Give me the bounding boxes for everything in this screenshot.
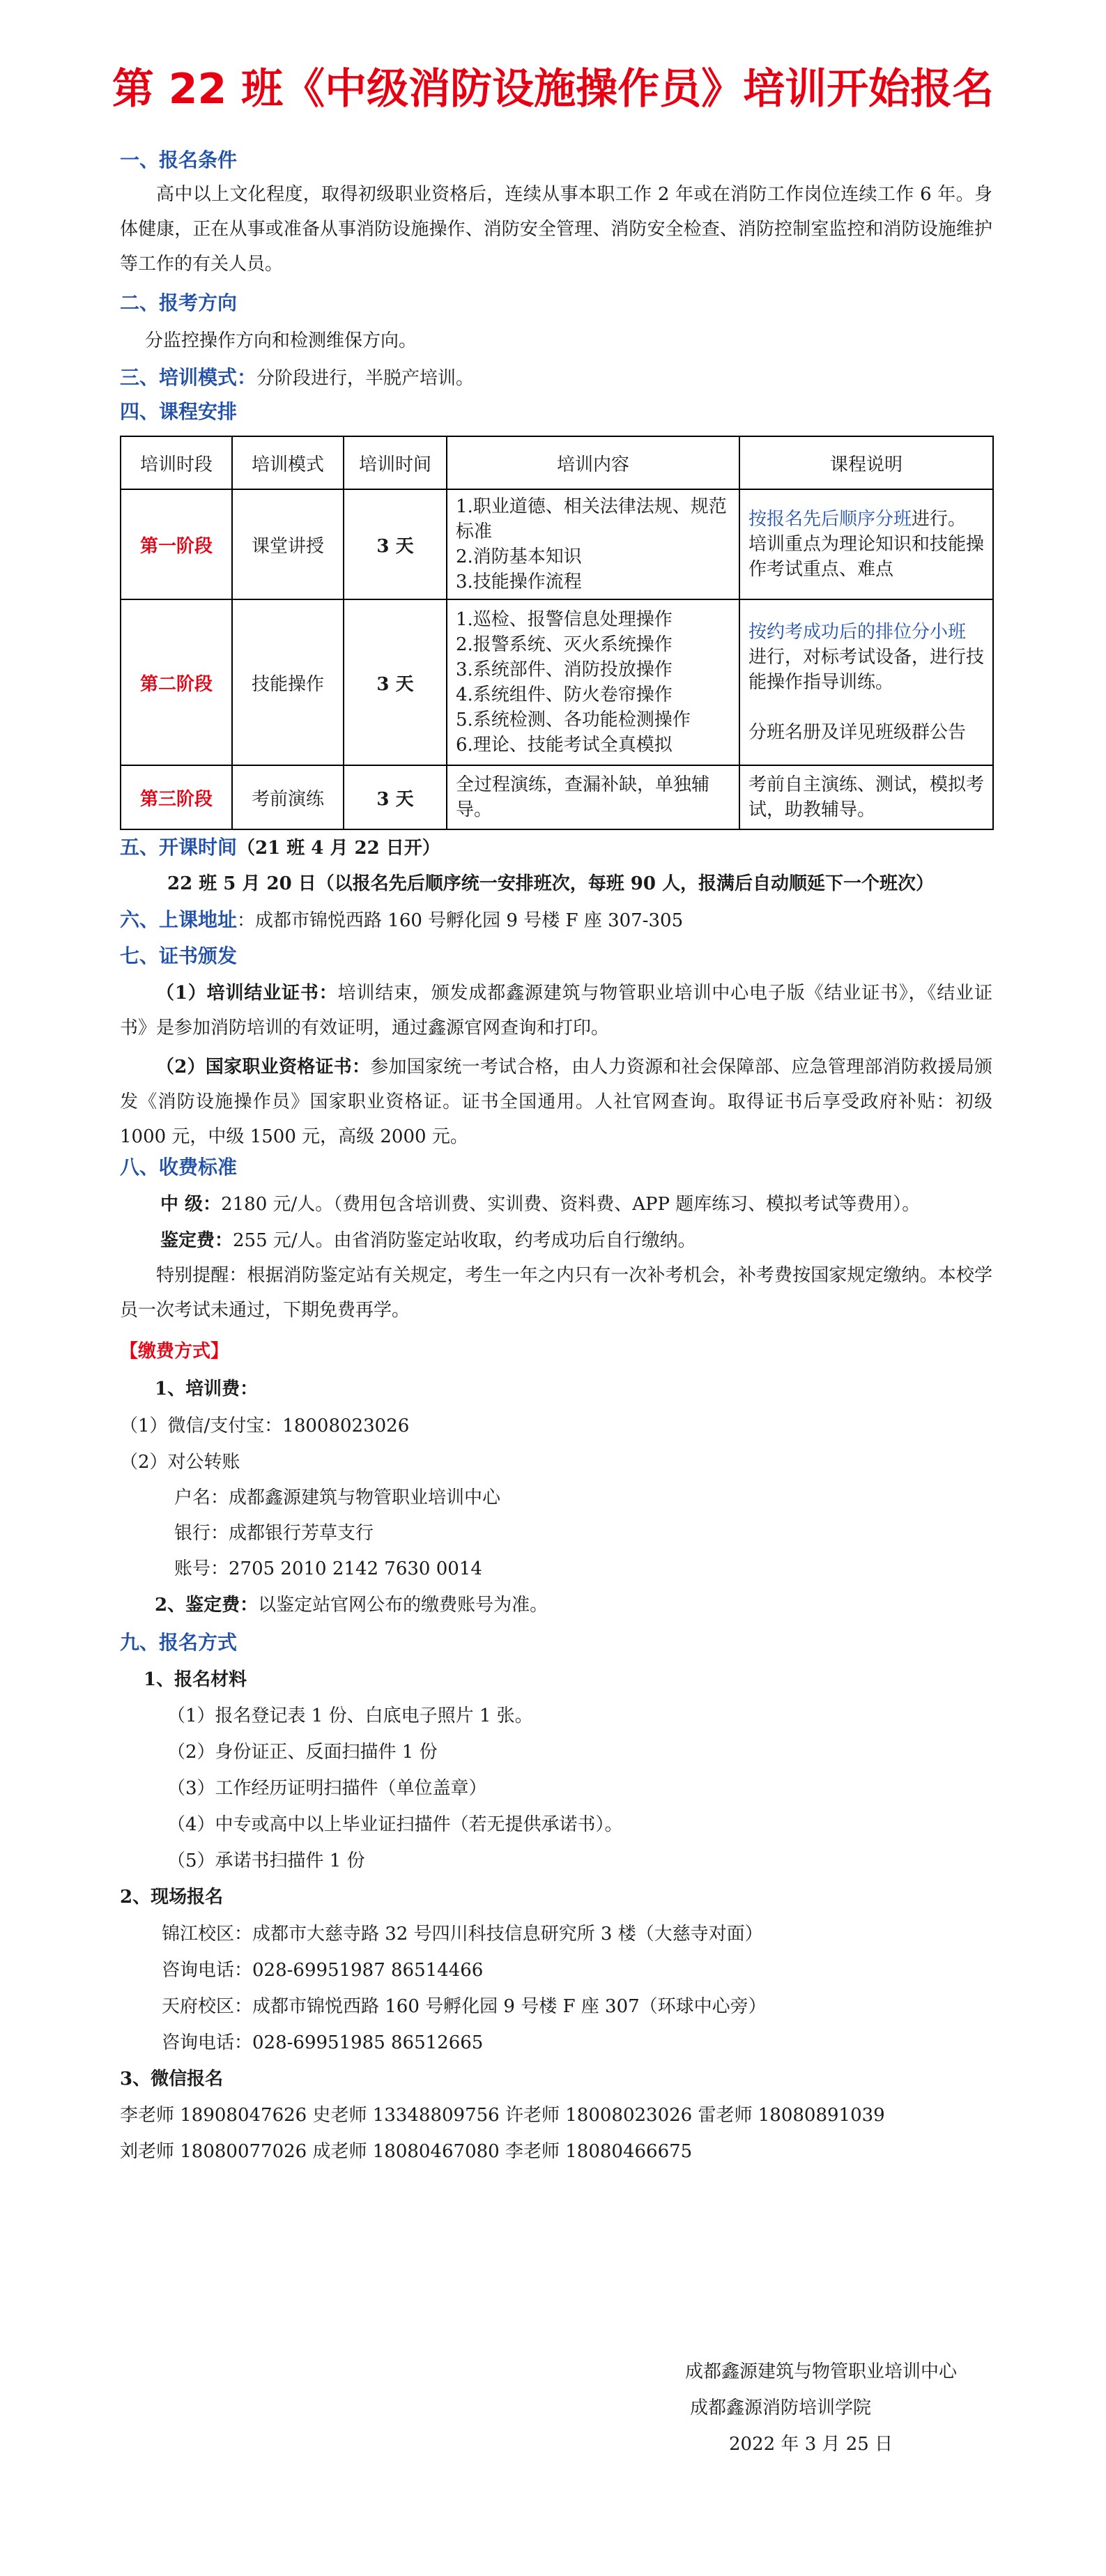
fee-appraisal-text: 255 元/人。由省消防鉴定站收取，约考成功后自行缴纳。 [233, 1230, 696, 1251]
signup-materials-heading: 1、报名材料 [144, 1669, 247, 1690]
content-item: 全过程演练，查漏补缺，单独辅导。 [456, 774, 710, 820]
time-cell: 3 天 [344, 599, 447, 765]
section-5-line [120, 835, 440, 861]
payment-heading: 【缴费方式】 [120, 1341, 229, 1362]
section-9-heading: 九、报名方式 [120, 1631, 238, 1654]
stage-cell: 第三阶段 [121, 765, 232, 829]
payment-bank: 银行：成都银行芳草支行 [174, 1523, 374, 1544]
onsite-signup-heading: 2、现场报名 [120, 1887, 224, 1908]
fee-mid-line [160, 1192, 920, 1217]
payment-bank-title: （2）对公转账 [120, 1452, 240, 1473]
section-3-text: 分阶段进行，半脱产培训。 [256, 368, 475, 389]
payment-account-no: 账号：2705 2010 2142 7630 0014 [174, 1558, 482, 1579]
tianfu-phone: 咨询电话：028-69951985 86512665 [162, 2032, 484, 2053]
content-cell [447, 599, 739, 765]
section-6-heading: 六、上课地址 [120, 908, 238, 931]
schedule-table [120, 436, 994, 830]
footer-org-1: 成都鑫源建筑与物管职业培训中心 [685, 2361, 958, 2382]
content-item: 3.技能操作流程 [456, 572, 582, 592]
mode-cell: 技能操作 [232, 599, 344, 765]
table-row [121, 599, 993, 765]
fee-tip: 特别提醒：根据消防鉴定站有关规定，考生一年之内只有一次补考机会，补考费按国家规定缴纳。本校学员一次考试未通过，下期免费再学。 [120, 1265, 992, 1321]
material-item: （5）承诺书扫描件 1 份 [167, 1850, 365, 1871]
section-1-text: 高中以上文化程度，取得初级职业资格后，连续从事本职工作 2 年或在消防工作岗位连续工作 6 年。身体健康，正在从事或准备从事消防设施操作、消防安全管理、消防安全检查、消防控制室监控和消防设施维护等工作的有关人员。 [120, 184, 992, 275]
wechat-signup-heading: 3、微信报名 [120, 2069, 224, 2090]
note-cell [739, 599, 993, 765]
section-3-line [120, 365, 474, 391]
note-text: 进行，对标考试设备，进行技能操作指导训练。 [748, 647, 985, 693]
cert-1-label: （1）培训结业证书： [156, 983, 338, 1004]
fee-mid-text: 2180 元/人。（费用包含培训费、实训费、资料费、APP 题库练习、模拟考试等费用）。 [221, 1194, 921, 1215]
table-row [121, 765, 993, 829]
section-5-note: （以报名先后顺序统一安排班次，每班 90 人，报满后自动顺延下一个班次） [316, 873, 935, 894]
material-item: （4）中专或高中以上毕业证扫描件（若无提供承诺书）。 [167, 1814, 623, 1835]
content-item: 5.系统检测、各功能检测操作 [456, 710, 691, 730]
note-cell [739, 489, 993, 599]
footer-date: 2022 年 3 月 25 日 [729, 2434, 893, 2455]
time-cell: 3 天 [344, 765, 447, 829]
time-cell: 3 天 [344, 489, 447, 599]
stage-cell: 第二阶段 [121, 599, 232, 765]
section-2-heading: 二、报考方向 [120, 291, 238, 314]
content-item: 6.理论、技能考试全真模拟 [456, 735, 673, 756]
section-6-line [120, 907, 683, 933]
tianfu-address: 天府校区：成都市锦悦西路 160 号孵化园 9 号楼 F 座 307（环球中心旁） [162, 1996, 767, 2017]
content-item: 4.系统组件、防火卷帘操作 [456, 684, 673, 705]
table-header-row [121, 436, 993, 489]
col-header-time: 培训时间 [344, 436, 447, 489]
payment-wechat: （1）微信/支付宝：18008023026 [120, 1416, 410, 1436]
content-cell [447, 765, 739, 829]
section-4-heading: 四、课程安排 [120, 400, 238, 423]
page-title: 第 22 班《中级消防设施操作员》培训开始报名 [112, 65, 994, 114]
table-row [121, 489, 993, 599]
payment-appraisal-text: 以鉴定站官网公布的缴费账号为准。 [258, 1595, 548, 1616]
col-header-stage: 培训时段 [121, 436, 232, 489]
note-extra: 分班名册及详见班级群公告 [748, 722, 967, 743]
wechat-contacts-2: 刘老师 18080077026 成老师 18080467080 李老师 18080466675 [120, 2141, 693, 2162]
mode-cell: 课堂讲授 [232, 489, 344, 599]
stage-cell: 第一阶段 [121, 489, 232, 599]
fee-appraisal-line [160, 1228, 696, 1253]
cert-1-paragraph [120, 976, 992, 1045]
section-7-heading: 七、证书颁发 [120, 944, 238, 967]
note-highlight: 按报名先后顺序分班 [748, 509, 912, 530]
note-highlight: 按约考成功后的排位分小班 [748, 622, 967, 643]
content-item: 1.巡检、报警信息处理操作 [456, 609, 673, 630]
fee-appraisal-label: 鉴定费： [160, 1230, 233, 1251]
jinjiang-address: 锦江校区：成都市大慈寺路 32 号四川科技信息研究所 3 楼（大慈寺对面） [162, 1924, 763, 1945]
section-5-sub: （21 班 4 月 22 日开） [237, 838, 440, 859]
cert-2-paragraph [120, 1050, 992, 1154]
section-5-heading: 五、开课时间 [120, 836, 238, 859]
section-5-date-line [167, 871, 934, 896]
wechat-contacts-1: 李老师 18908047626 史老师 13348809756 许老师 18008023026 雷老师 18080891039 [120, 2105, 885, 2126]
section-3-heading: 三、培训模式： [120, 366, 257, 389]
jinjiang-phone: 咨询电话：028-69951987 86514466 [162, 1960, 484, 1981]
col-header-note: 课程说明 [739, 436, 993, 489]
payment-account-name: 户名：成都鑫源建筑与物管职业培训中心 [174, 1487, 501, 1508]
col-header-content: 培训内容 [447, 436, 739, 489]
payment-training-fee: 1、培训费： [155, 1379, 259, 1400]
section-2-text: 分监控操作方向和检测维保方向。 [145, 330, 417, 351]
cert-1-text: 培训结束，颁发成都鑫源建筑与物管职业培训中心电子版《结业证书》，《结业证书》是参加消防培训的有效证明，通过鑫源官网查询和打印。 [120, 983, 992, 1038]
fee-mid-label: 中 级： [160, 1194, 222, 1215]
payment-appraisal-label: 2、鉴定费： [155, 1595, 259, 1616]
cert-2-text: 参加国家统一考试合格，由人力资源和社会保障部、应急管理部消防救援局颁发《消防设施操作员》国家职业资格证。证书全国通用。人社官网查询。取得证书后享受政府补贴：初级 1000 元，中级 1500 元，高级 2000 元。 [120, 1057, 992, 1147]
material-item: （3）工作经历证明扫描件（单位盖章） [167, 1778, 487, 1799]
footer-org-2: 成都鑫源消防培训学院 [690, 2398, 872, 2418]
mode-cell: 考前演练 [232, 765, 344, 829]
material-item: （2）身份证正、反面扫描件 1 份 [167, 1742, 438, 1763]
note-cell: 考前自主演练、测试，模拟考试，助教辅导。 [739, 765, 993, 829]
note-text: 进行。培训重点为理论知识和技能操作考试重点、难点 [748, 509, 985, 580]
section-8-heading: 八、收费标准 [120, 1156, 238, 1179]
cert-2-label: （2）国家职业资格证书： [156, 1057, 371, 1078]
payment-appraisal-line [155, 1593, 548, 1618]
content-item: 2.消防基本知识 [456, 546, 582, 567]
content-item: 3.系统部件、消防投放操作 [456, 659, 673, 680]
section-5-date: 22 班 5 月 20 日 [167, 873, 316, 894]
section-6-text: ：成都市锦悦西路 160 号孵化园 9 号楼 F 座 307-305 [237, 910, 684, 931]
content-cell [447, 489, 739, 599]
col-header-mode: 培训模式 [232, 436, 344, 489]
content-item: 1.职业道德、相关法律法规、规范标准 [456, 496, 727, 542]
material-item: （1）报名登记表 1 份、白底电子照片 1 张。 [167, 1705, 533, 1726]
section-1-heading: 一、报名条件 [120, 148, 238, 171]
content-item: 2.报警系统、灭火系统操作 [456, 634, 673, 655]
